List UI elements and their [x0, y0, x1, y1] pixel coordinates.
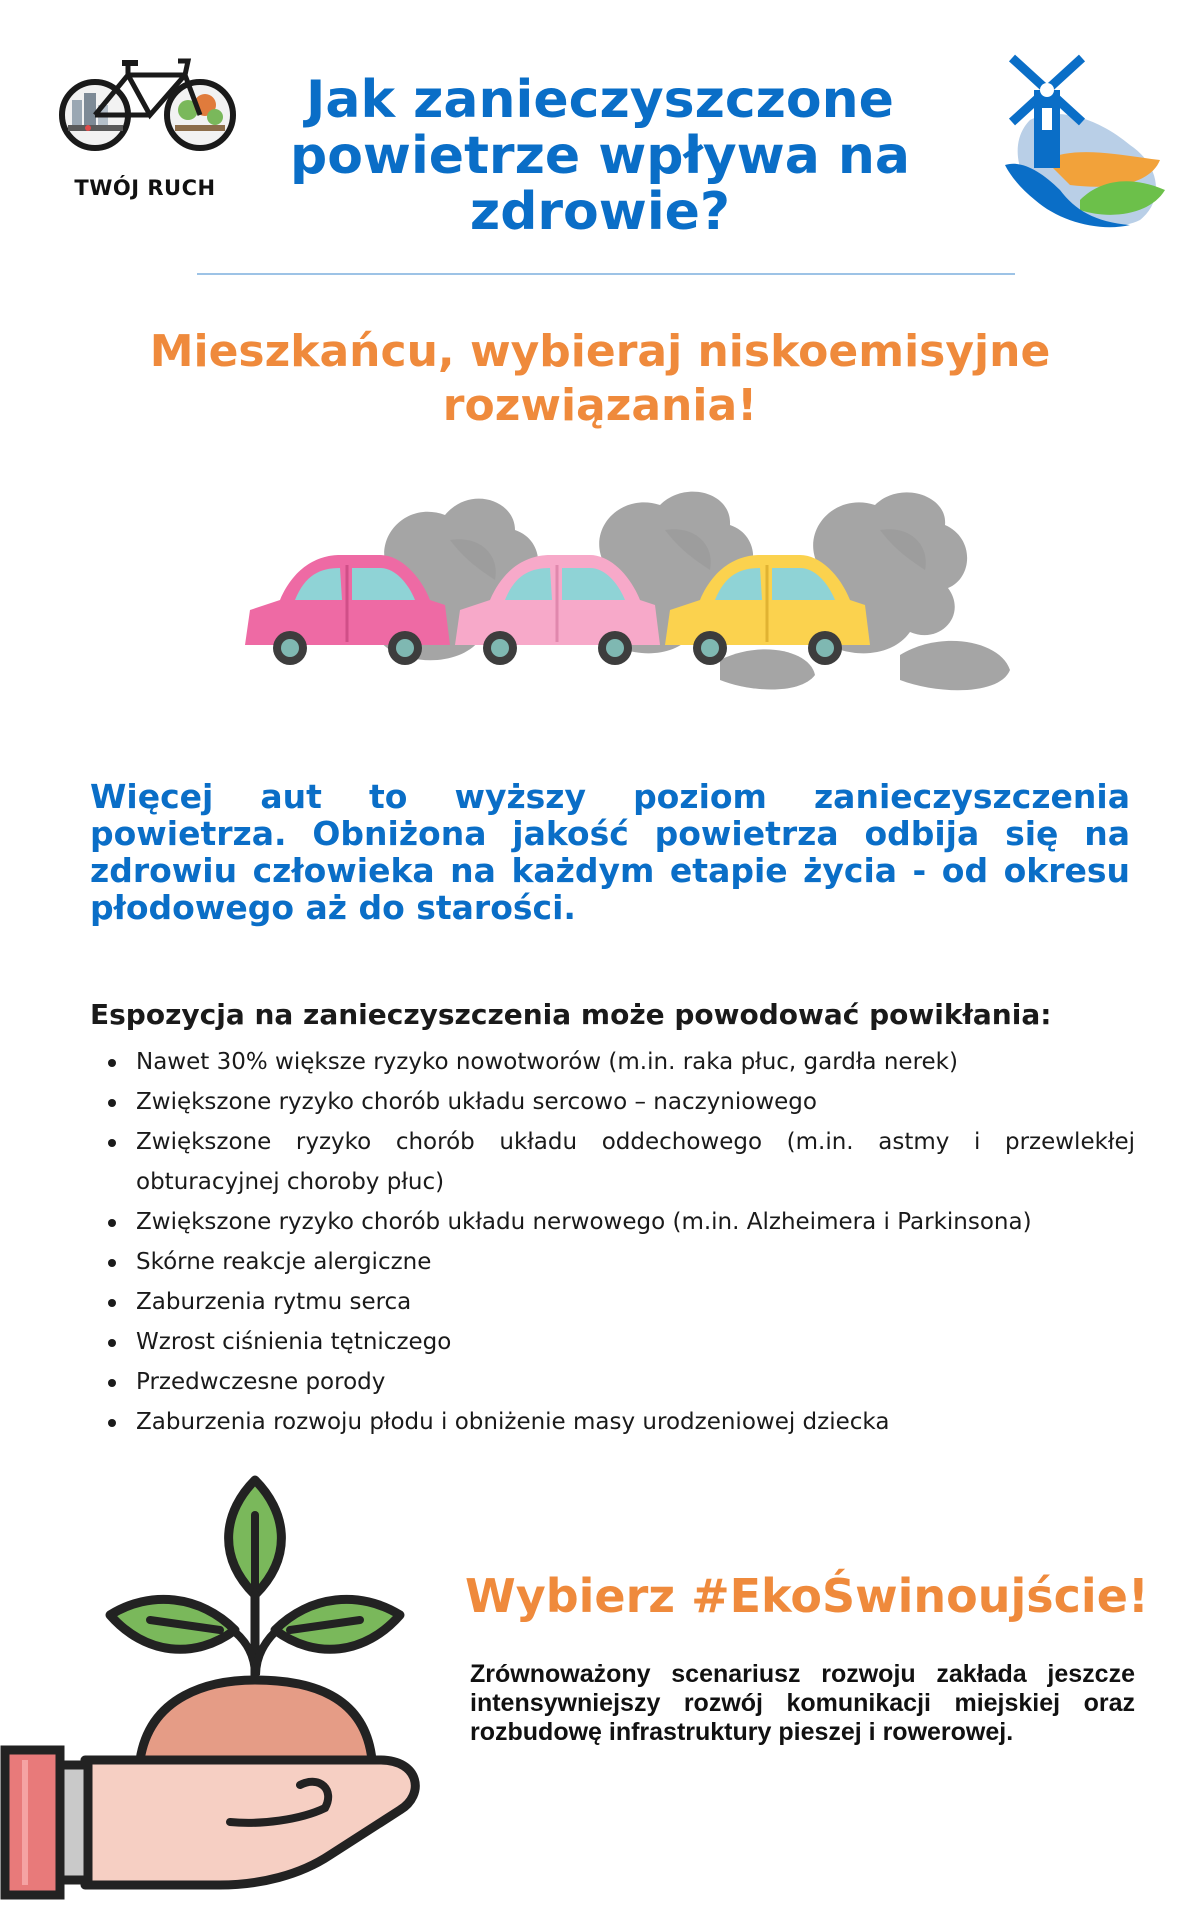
hand-holding-plant-illustration	[0, 1470, 440, 1900]
list-item: Wzrost ciśnienia tętniczego	[90, 1322, 1135, 1362]
logo-brand-text: TWÓJ RUCH	[74, 176, 216, 200]
list-item: Skórne reakcje alergiczne	[90, 1242, 1135, 1282]
smoke-clouds	[368, 492, 1011, 691]
cta-title: Wybierz #EkoŚwinoujście!	[465, 1569, 1149, 1623]
intro-paragraph: Więcej aut to wyższy poziom zanieczyszczenia powietrza. Obniżona jakość powietrza odbija się na zdrowiu człowieka na każdym etapie życia - od okresu płodowego aż do starości.	[90, 777, 1130, 927]
effects-heading: Espozycja na zanieczyszczenia może powodować powikłania:	[90, 998, 1052, 1031]
polluting-cars-illustration	[240, 480, 1020, 710]
list-item: Przedwczesne porody	[90, 1362, 1135, 1402]
list-item: Zwiększone ryzyko chorób układu sercowo – naczyniowego	[90, 1082, 1135, 1122]
list-item: Zaburzenia rozwoju płodu i obniżenie masy urodzeniowej dziecka	[90, 1402, 1135, 1442]
windmill-island-logo-icon	[1000, 50, 1170, 230]
list-item: Zaburzenia rytmu serca	[90, 1282, 1135, 1322]
list-item: Zwiększone ryzyko chorób układu oddechowego (m.in. astmy i przewlekłej obturacyjnej choroby płuc)	[90, 1122, 1135, 1202]
effects-list	[90, 1042, 1135, 1442]
list-item: Zwiększone ryzyko chorób układu nerwowego (m.in. Alzheimera i Parkinsona)	[90, 1202, 1135, 1242]
page-title: Jak zanieczyszczone powietrze wpływa na zdrowie?	[289, 70, 910, 242]
subtitle: Mieszkańcu, wybieraj niskoemisyjne rozwiązania!	[149, 326, 1051, 431]
cta-paragraph: Zrównoważony scenariusz rozwoju zakłada jeszcze intensywniejszy rozwój komunikacji miejskiej oraz rozbudowę infrastruktury pieszej i rowerowej.	[470, 1660, 1135, 1746]
header-divider	[197, 273, 1015, 275]
list-item: Nawet 30% większe ryzyko nowotworów (m.in. raka płuc, gardła nerek)	[90, 1042, 1135, 1082]
